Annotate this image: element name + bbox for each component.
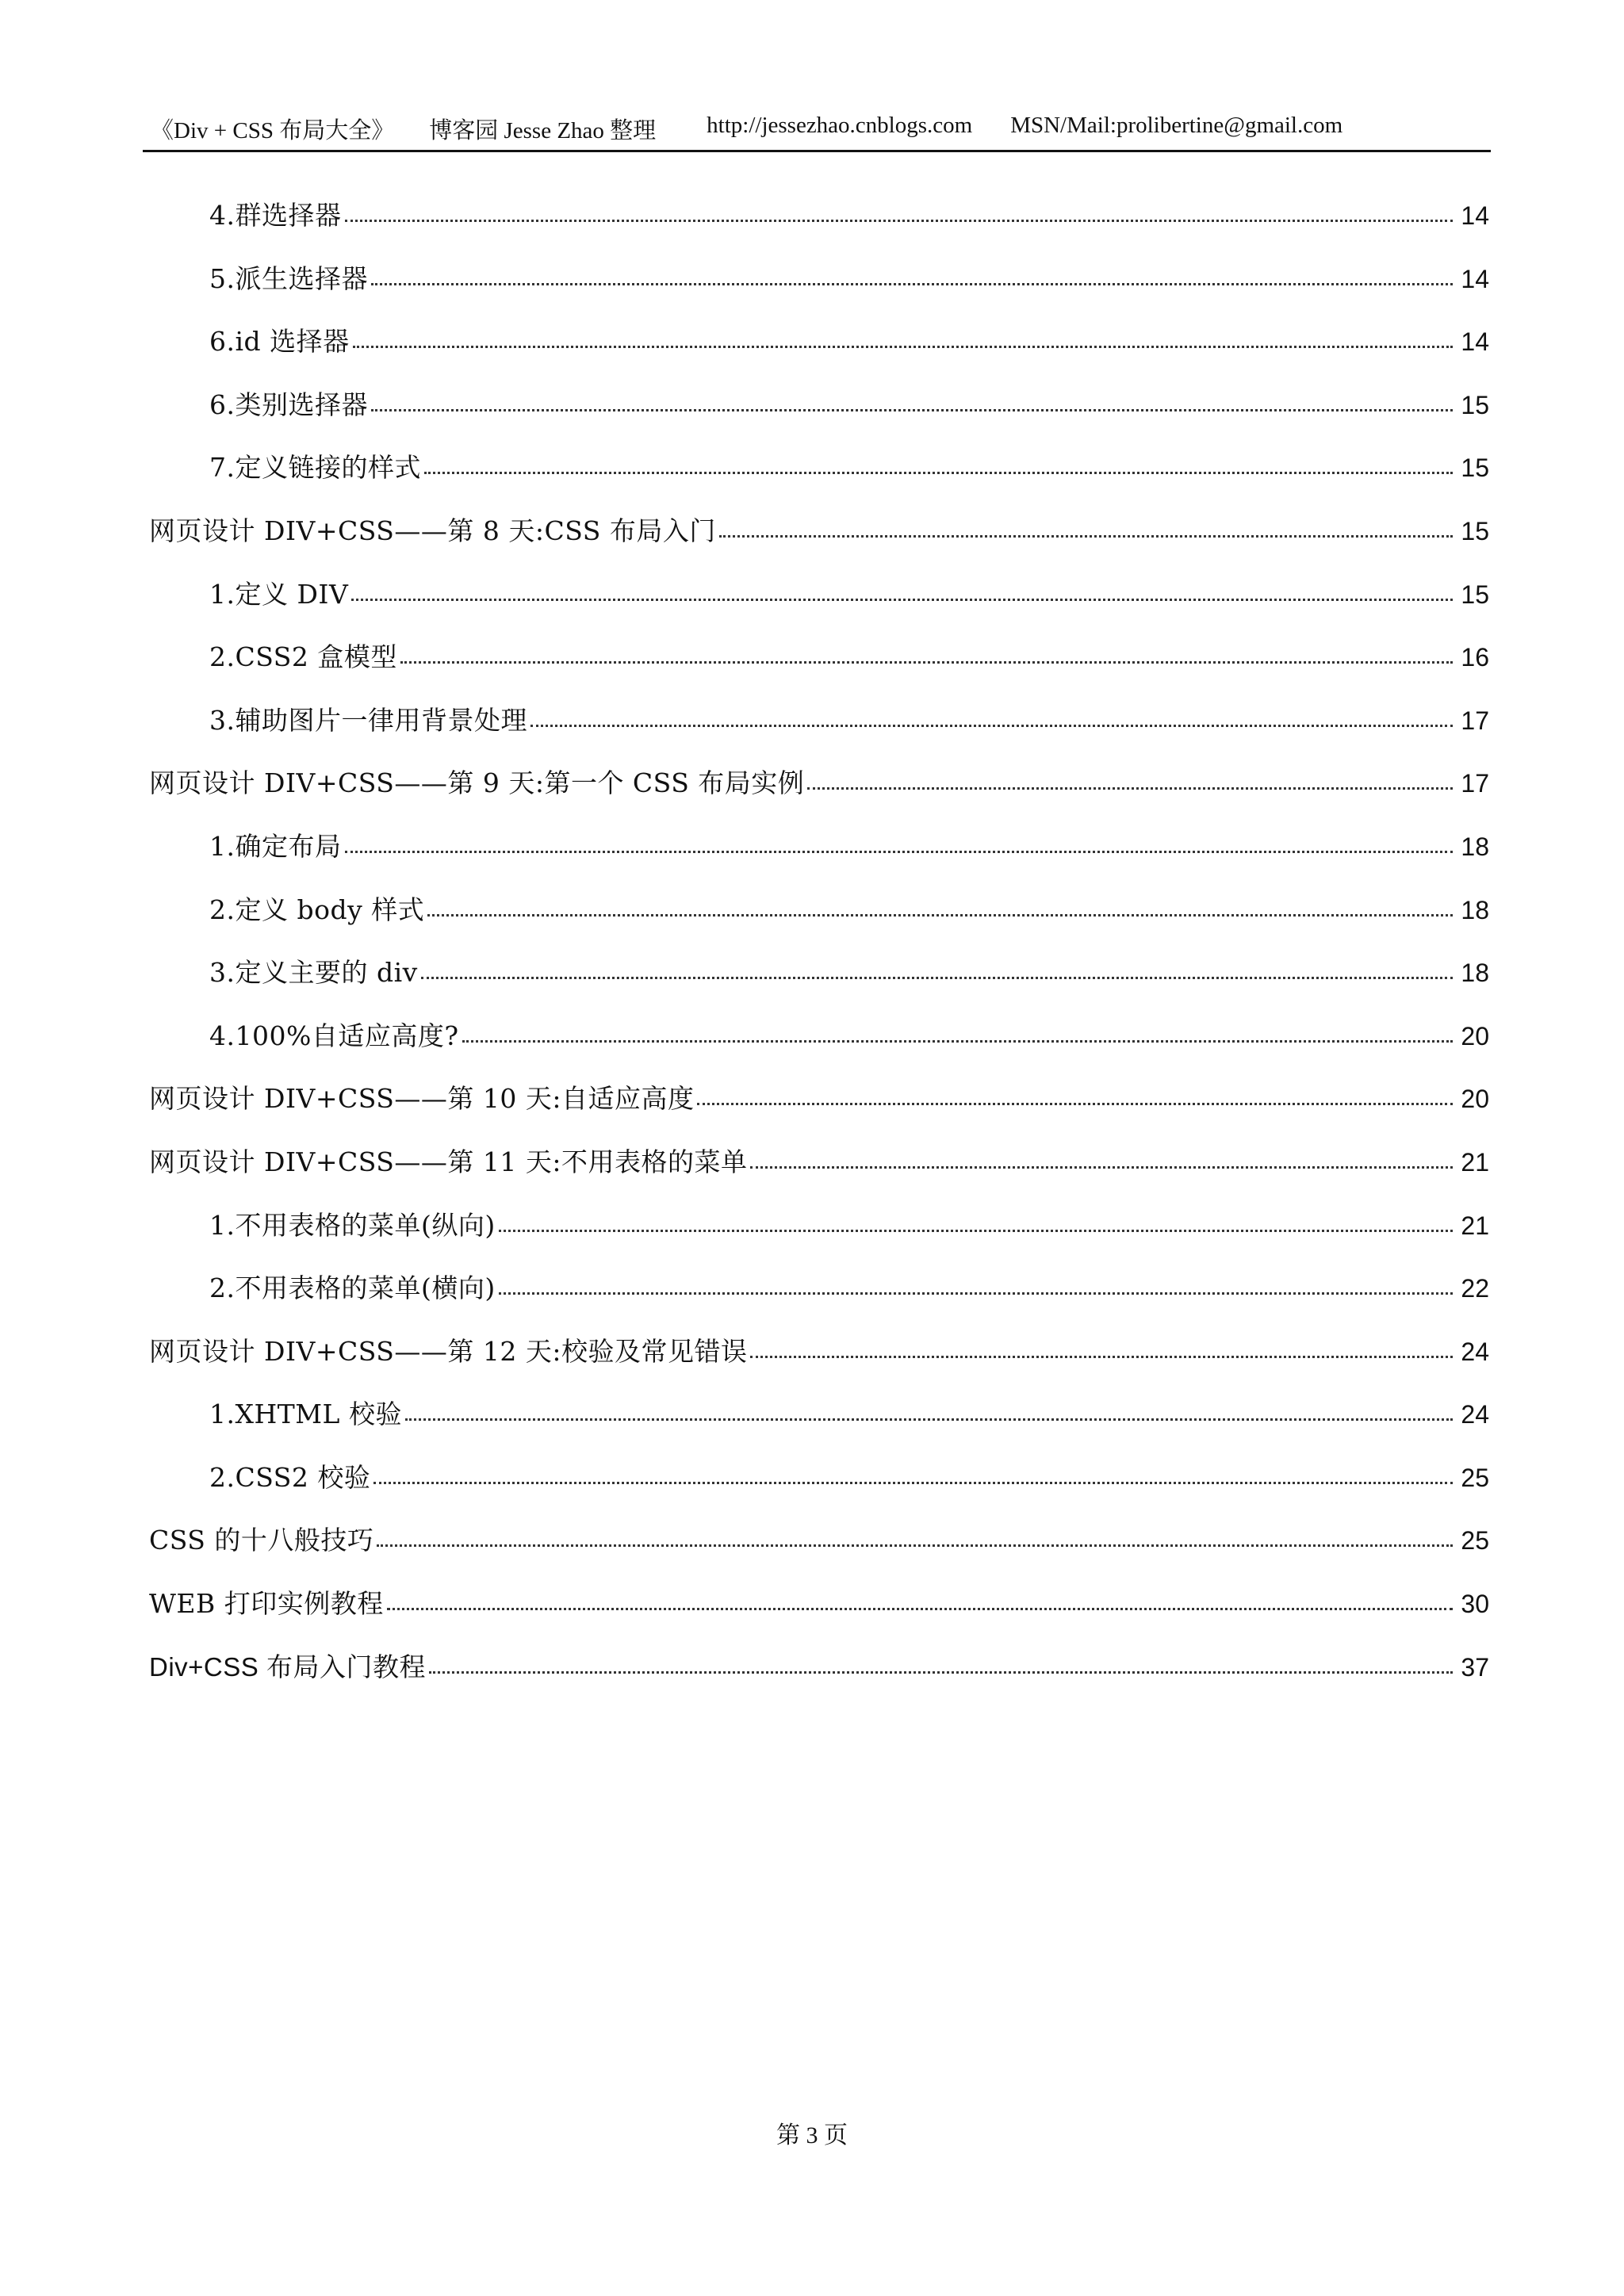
toc-entry-label: 6.类别选择器 bbox=[209, 388, 368, 420]
header-contact: MSN/Mail:prolibertine@gmail.com bbox=[1010, 113, 1343, 138]
toc-entry-page-number: 18 bbox=[1461, 959, 1489, 988]
toc-dot-leader bbox=[719, 535, 1453, 538]
toc-dot-leader bbox=[345, 851, 1454, 853]
toc-entry-page-number: 25 bbox=[1461, 1463, 1489, 1492]
toc-dot-leader bbox=[373, 1482, 1453, 1484]
toc-entry-page-number: 18 bbox=[1461, 832, 1489, 861]
toc-entry-page-number: 21 bbox=[1461, 1147, 1489, 1177]
toc-entry-label: 1.不用表格的菜单(纵向) bbox=[209, 1209, 496, 1241]
toc-dot-leader bbox=[427, 914, 1453, 916]
toc-dot-leader bbox=[371, 283, 1453, 285]
toc-entry[interactable] bbox=[149, 1399, 1489, 1462]
toc-entry[interactable] bbox=[149, 200, 1489, 263]
toc-entry-page-number: 14 bbox=[1461, 201, 1489, 230]
toc-entry-page-number: 17 bbox=[1461, 769, 1489, 798]
toc-entry-label: 6.id 选择器 bbox=[209, 326, 350, 358]
page-number: 第 3 页 bbox=[776, 2122, 848, 2149]
toc-dot-leader bbox=[371, 409, 1453, 411]
toc-dot-leader bbox=[400, 661, 1453, 664]
toc-entry-page-number: 14 bbox=[1461, 327, 1489, 357]
toc-dot-leader bbox=[530, 725, 1453, 727]
toc-entry-label: 1.确定布局 bbox=[209, 830, 342, 862]
toc-entry-page-number: 24 bbox=[1461, 1400, 1489, 1429]
toc-dot-leader bbox=[750, 1166, 1453, 1169]
toc-entry[interactable] bbox=[149, 1651, 1489, 1715]
toc-entry-page-number: 25 bbox=[1461, 1526, 1489, 1556]
header-url: http://jessezhao.cnblogs.com bbox=[707, 113, 973, 138]
toc-entry-page-number: 15 bbox=[1461, 390, 1489, 419]
toc-entry-label: Div+CSS 布局入门教程 bbox=[149, 1651, 426, 1682]
toc-entry[interactable] bbox=[149, 1020, 1489, 1084]
toc-dot-leader bbox=[421, 977, 1453, 979]
toc-entry[interactable] bbox=[149, 515, 1489, 579]
toc-entry[interactable] bbox=[149, 1336, 1489, 1399]
toc-entry[interactable] bbox=[149, 1525, 1489, 1588]
toc-entry[interactable] bbox=[149, 1272, 1489, 1336]
toc-entry-label: WEB 打印实例教程 bbox=[149, 1588, 384, 1620]
header-book-title: 《Div + CSS 布局大全》 bbox=[151, 118, 395, 144]
toc-entry-page-number: 15 bbox=[1461, 453, 1489, 483]
toc-entry[interactable] bbox=[149, 579, 1489, 642]
toc-entry-page-number: 18 bbox=[1461, 895, 1489, 924]
toc-entry-label: 4.群选择器 bbox=[209, 200, 342, 231]
toc-dot-leader bbox=[807, 787, 1453, 790]
toc-entry-page-number: 20 bbox=[1461, 1021, 1489, 1050]
toc-dot-leader bbox=[499, 1230, 1453, 1232]
toc-entry[interactable] bbox=[149, 326, 1489, 389]
toc-entry[interactable] bbox=[149, 263, 1489, 327]
header-author: 博客园 Jesse Zhao 整理 bbox=[429, 118, 657, 144]
toc-entry-label: 网页设计 DIV+CSS——第 12 天:校验及常见错误 bbox=[149, 1335, 748, 1367]
toc-entry-label: 3.定义主要的 div bbox=[209, 957, 418, 989]
toc-entry[interactable] bbox=[149, 1588, 1489, 1651]
toc-entry-page-number: 24 bbox=[1461, 1337, 1489, 1366]
toc-entry-page-number: 22 bbox=[1461, 1274, 1489, 1303]
toc-entry-label: 7.定义链接的样式 bbox=[209, 452, 421, 484]
toc-dot-leader bbox=[353, 346, 1453, 348]
toc-entry-page-number: 14 bbox=[1461, 264, 1489, 293]
toc-dot-leader bbox=[387, 1608, 1453, 1610]
toc-entry-label: 5.派生选择器 bbox=[209, 262, 368, 294]
toc-entry[interactable] bbox=[149, 767, 1489, 831]
toc-entry[interactable] bbox=[149, 894, 1489, 958]
toc-entry[interactable] bbox=[149, 1210, 1489, 1273]
toc-entry-page-number: 15 bbox=[1461, 516, 1489, 545]
toc-dot-leader bbox=[750, 1356, 1453, 1358]
toc-entry-page-number: 15 bbox=[1461, 580, 1489, 609]
toc-dot-leader bbox=[345, 220, 1454, 222]
toc-entry-label: 网页设计 DIV+CSS——第 11 天:不用表格的菜单 bbox=[149, 1146, 748, 1177]
toc-entry-label: 4.100%自适应高度? bbox=[209, 1020, 459, 1051]
toc-dot-leader bbox=[405, 1418, 1453, 1421]
toc-entry-page-number: 20 bbox=[1461, 1085, 1489, 1114]
toc-entry-label: 1.定义 DIV bbox=[209, 578, 349, 610]
toc-entry-label: 2.定义 body 样式 bbox=[209, 894, 425, 925]
toc-entry-label: 网页设计 DIV+CSS——第 10 天:自适应高度 bbox=[149, 1083, 695, 1115]
toc-entry-page-number: 17 bbox=[1461, 706, 1489, 735]
toc-entry[interactable] bbox=[149, 1462, 1489, 1525]
toc-entry-label: 网页设计 DIV+CSS——第 9 天:第一个 CSS 布局实例 bbox=[149, 767, 805, 799]
toc-dot-leader bbox=[377, 1544, 1453, 1547]
toc-entry[interactable] bbox=[149, 389, 1489, 453]
toc-entry-page-number: 16 bbox=[1461, 643, 1489, 672]
toc-entry-label: 1.XHTML 校验 bbox=[209, 1399, 402, 1430]
toc-entry-label: 2.CSS2 盒模型 bbox=[209, 641, 397, 673]
toc-entry-label: 2.CSS2 校验 bbox=[209, 1461, 371, 1493]
toc-entry-page-number: 30 bbox=[1461, 1590, 1489, 1619]
toc-entry-label: CSS 的十八般技巧 bbox=[149, 1525, 374, 1556]
toc-entry[interactable] bbox=[149, 831, 1489, 894]
toc-dot-leader bbox=[462, 1040, 1453, 1043]
toc-entry[interactable] bbox=[149, 641, 1489, 705]
toc-entry[interactable] bbox=[149, 957, 1489, 1020]
toc-entry-page-number: 21 bbox=[1461, 1211, 1489, 1240]
header-text bbox=[151, 113, 1491, 145]
table-of-contents bbox=[149, 200, 1489, 1714]
toc-entry-page-number: 37 bbox=[1461, 1652, 1489, 1682]
toc-entry[interactable] bbox=[149, 1146, 1489, 1210]
header-divider bbox=[143, 150, 1491, 152]
toc-entry-label: 网页设计 DIV+CSS——第 8 天:CSS 布局入门 bbox=[149, 515, 716, 546]
toc-entry-label: 2.不用表格的菜单(横向) bbox=[209, 1272, 496, 1304]
page-header bbox=[143, 0, 1491, 152]
toc-dot-leader bbox=[351, 599, 1453, 601]
toc-dot-leader bbox=[429, 1671, 1453, 1674]
toc-entry[interactable] bbox=[149, 1083, 1489, 1146]
toc-entry[interactable] bbox=[149, 705, 1489, 768]
toc-dot-leader bbox=[424, 472, 1453, 474]
toc-entry[interactable] bbox=[149, 452, 1489, 515]
toc-dot-leader bbox=[697, 1103, 1453, 1105]
toc-entry-label: 3.辅助图片一律用背景处理 bbox=[209, 704, 527, 736]
toc-dot-leader bbox=[499, 1292, 1453, 1295]
